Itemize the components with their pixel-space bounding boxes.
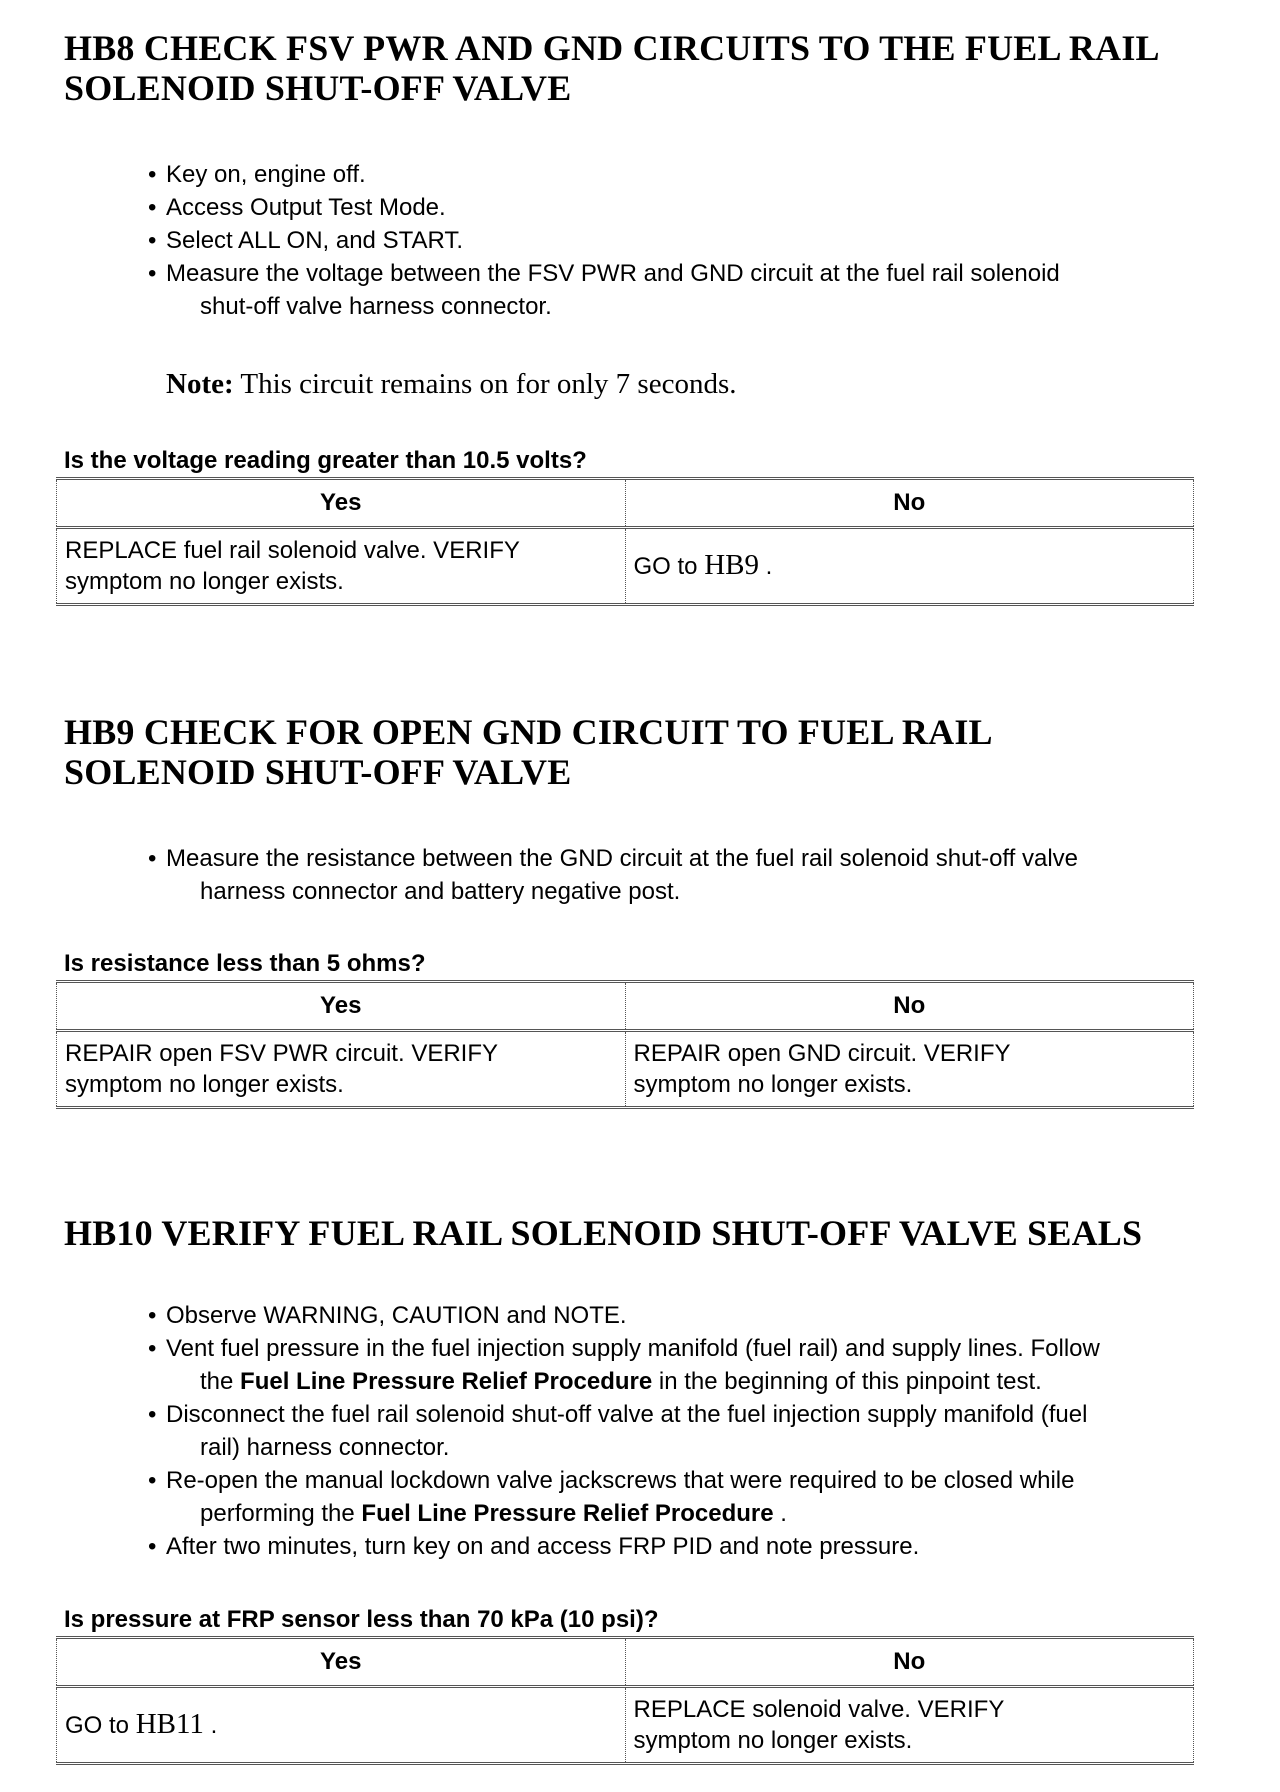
yes-cell: GO to HB11 . xyxy=(57,1687,626,1764)
hb10-steps xyxy=(148,1299,1100,1563)
yes-cell: REPLACE fuel rail solenoid valve. VERIFY symptom no longer exists. xyxy=(57,528,626,605)
yes-header: Yes xyxy=(57,982,626,1031)
hb9-question: Is resistance less than 5 ohms? xyxy=(64,950,426,977)
hb10-step-2: • Vent fuel pressure in the fuel injection supply manifold (fuel rail) and supply lines. Follow the Fuel Line Pressure Relief Procedure in the beginning of this pinpoint test. xyxy=(148,1332,1100,1398)
table-header-row xyxy=(57,479,1194,528)
no-cell: REPLACE solenoid valve. VERIFY symptom no longer exists. xyxy=(625,1687,1194,1764)
hb8-decision-table xyxy=(56,477,1194,606)
hb10-heading-line1: HB10 VERIFY FUEL RAIL SOLENOID SHUT-OFF VALVE SEALS xyxy=(64,1213,1143,1253)
hb10-step-5: • After two minutes, turn key on and access FRP PID and note pressure. xyxy=(148,1530,1100,1563)
hb8-step-3: • Select ALL ON, and START. xyxy=(148,224,1060,257)
hb10-step-1: • Observe WARNING, CAUTION and NOTE. xyxy=(148,1299,1100,1332)
hb10-decision-table xyxy=(56,1636,1194,1765)
hb9-heading xyxy=(64,712,993,792)
table-row xyxy=(57,1031,1194,1108)
hb8-note xyxy=(166,367,737,401)
hb9-link[interactable]: HB9 xyxy=(704,549,759,581)
table-row xyxy=(57,1687,1194,1764)
hb9-decision-table xyxy=(56,980,1194,1109)
relief-procedure-ref: Fuel Line Pressure Relief Procedure xyxy=(240,1368,653,1395)
yes-header: Yes xyxy=(57,1638,626,1687)
table-header-row xyxy=(57,982,1194,1031)
hb8-step-4: • Measure the voltage between the FSV PWR and GND circuit at the fuel rail solenoid shut-off valve harness connector. xyxy=(148,257,1060,323)
no-cell: GO to HB9 . xyxy=(625,528,1194,605)
table-row xyxy=(57,528,1194,605)
note-text: This circuit remains on for only 7 seconds. xyxy=(240,368,737,400)
hb8-heading xyxy=(64,28,1160,108)
relief-procedure-ref: Fuel Line Pressure Relief Procedure xyxy=(361,1500,774,1527)
hb10-question: Is pressure at FRP sensor less than 70 kPa (10 psi)? xyxy=(64,1606,659,1633)
hb8-question: Is the voltage reading greater than 10.5 volts? xyxy=(64,447,587,474)
hb9-step-1: • Measure the resistance between the GND circuit at the fuel rail solenoid shut-off valve harness connector and battery negative post. xyxy=(148,842,1078,908)
hb9-heading-line2: SOLENOID SHUT-OFF VALVE xyxy=(64,752,572,792)
hb8-step-2: • Access Output Test Mode. xyxy=(148,191,1060,224)
yes-header: Yes xyxy=(57,479,626,528)
hb8-steps xyxy=(148,158,1060,323)
no-cell: REPAIR open GND circuit. VERIFY symptom no longer exists. xyxy=(625,1031,1194,1108)
hb10-step-4: • Re-open the manual lockdown valve jackscrews that were required to be closed while performing the Fuel Line Pressure Relief Procedure . xyxy=(148,1464,1100,1530)
no-header: No xyxy=(625,982,1194,1031)
hb8-heading-line2: SOLENOID SHUT-OFF VALVE xyxy=(64,68,572,108)
table-header-row xyxy=(57,1638,1194,1687)
hb11-link[interactable]: HB11 xyxy=(135,1708,204,1740)
yes-cell: REPAIR open FSV PWR circuit. VERIFY symptom no longer exists. xyxy=(57,1031,626,1108)
no-header: No xyxy=(625,479,1194,528)
hb8-step-1: • Key on, engine off. xyxy=(148,158,1060,191)
hb10-step-3: • Disconnect the fuel rail solenoid shut-off valve at the fuel injection supply manifold (fuel rail) harness connector. xyxy=(148,1398,1100,1464)
note-label: Note: xyxy=(166,368,234,400)
hb9-steps xyxy=(148,842,1078,908)
hb10-heading xyxy=(64,1213,1142,1253)
hb8-heading-line1: HB8 CHECK FSV PWR AND GND CIRCUITS TO THE FUEL RAIL xyxy=(64,28,1160,68)
no-header: No xyxy=(625,1638,1194,1687)
hb9-heading-line1: HB9 CHECK FOR OPEN GND CIRCUIT TO FUEL RAIL xyxy=(64,712,993,752)
